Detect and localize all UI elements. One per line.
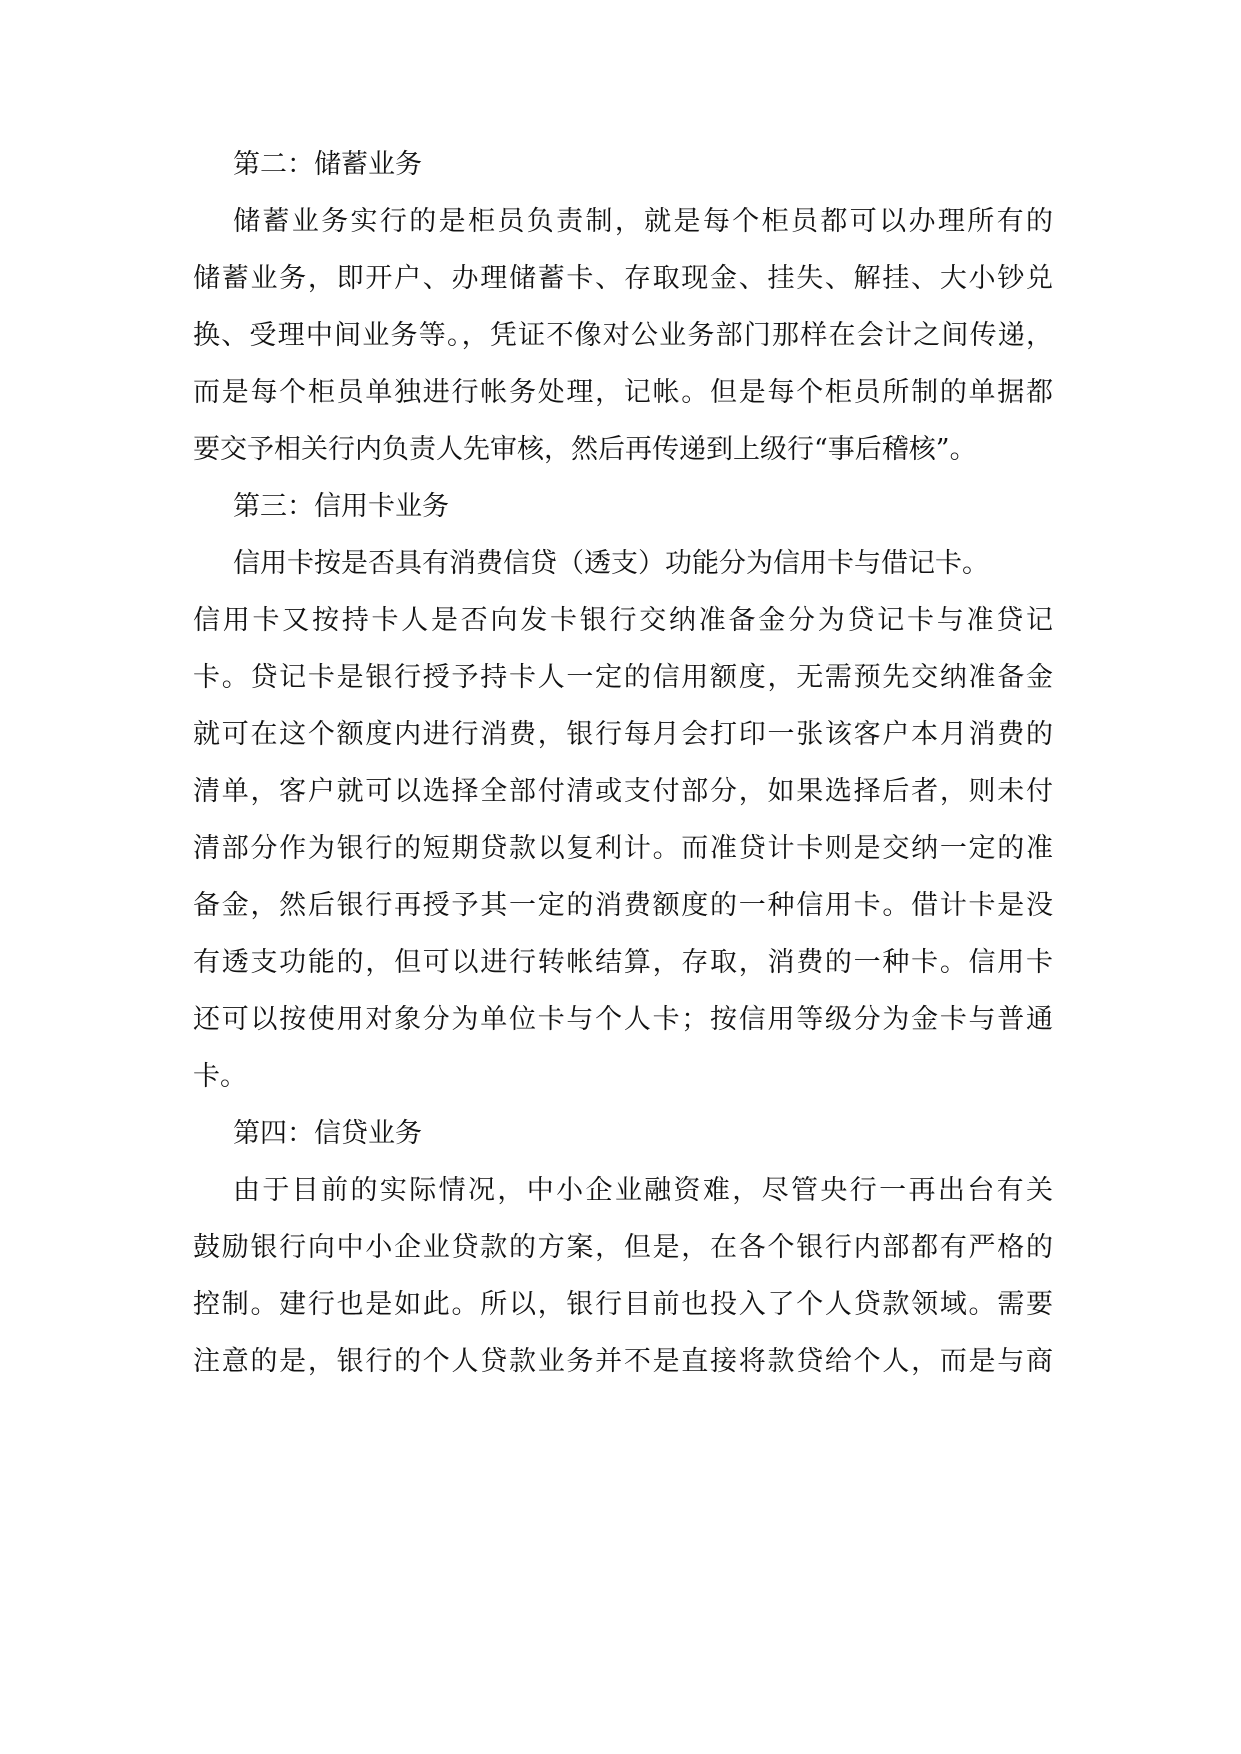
paragraph-line: 由于目前的实际情况，中小企业融资难，尽管央行一再出台有关 bbox=[233, 1175, 1053, 1206]
paragraph-line: 换、受理中间业务等。，凭证不像对公业务部门那样在会计之间传递， bbox=[193, 320, 1053, 351]
paragraph-line: 就可在这个额度内进行消费，银行每月会打印一张该客户本月消费的 bbox=[193, 719, 1053, 750]
paragraph-line: 而是每个柜员单独进行帐务处理，记帐。但是每个柜员所制的单据都 bbox=[193, 377, 1053, 408]
section-heading-credit-card: 第三：信用卡业务 bbox=[233, 491, 449, 522]
paragraph-line: 控制。建行也是如此。所以，银行目前也投入了个人贷款领域。需要 bbox=[193, 1289, 1053, 1320]
paragraph-line: 储蓄业务，即开户、办理储蓄卡、存取现金、挂失、解挂、大小钞兑 bbox=[193, 263, 1053, 294]
paragraph-line: 有透支功能的，但可以进行转帐结算，存取，消费的一种卡。信用卡 bbox=[193, 947, 1053, 978]
section-heading-loans: 第四：信贷业务 bbox=[233, 1118, 422, 1149]
paragraph-line: 注意的是，银行的个人贷款业务并不是直接将款贷给个人，而是与商 bbox=[193, 1346, 1053, 1377]
paragraph-line: 清部分作为银行的短期贷款以复利计。而准贷计卡则是交纳一定的准 bbox=[193, 833, 1053, 864]
paragraph-line: 信用卡又按持卡人是否向发卡银行交纳准备金分为贷记卡与准贷记 bbox=[193, 605, 1053, 636]
paragraph-line: 储蓄业务实行的是柜员负责制，就是每个柜员都可以办理所有的 bbox=[233, 206, 1053, 237]
paragraph-line: 卡。贷记卡是银行授予持卡人一定的信用额度，无需预先交纳准备金 bbox=[193, 662, 1053, 693]
paragraph-line: 备金，然后银行再授予其一定的消费额度的一种信用卡。借计卡是没 bbox=[193, 890, 1053, 921]
paragraph-line: 鼓励银行向中小企业贷款的方案，但是，在各个银行内部都有严格的 bbox=[193, 1232, 1053, 1263]
paragraph-line: 清单，客户就可以选择全部付清或支付部分，如果选择后者，则未付 bbox=[193, 776, 1053, 807]
paragraph-line: 信用卡按是否具有消费信贷（透支）功能分为信用卡与借记卡。 bbox=[233, 548, 989, 579]
paragraph-line: 卡。 bbox=[193, 1061, 247, 1092]
paragraph-line: 要交予相关行内负责人先审核，然后再传递到上级行“事后稽核”。 bbox=[193, 434, 977, 465]
paragraph-line: 还可以按使用对象分为单位卡与个人卡；按信用等级分为金卡与普通 bbox=[193, 1004, 1053, 1035]
section-heading-savings: 第二：储蓄业务 bbox=[233, 149, 422, 180]
